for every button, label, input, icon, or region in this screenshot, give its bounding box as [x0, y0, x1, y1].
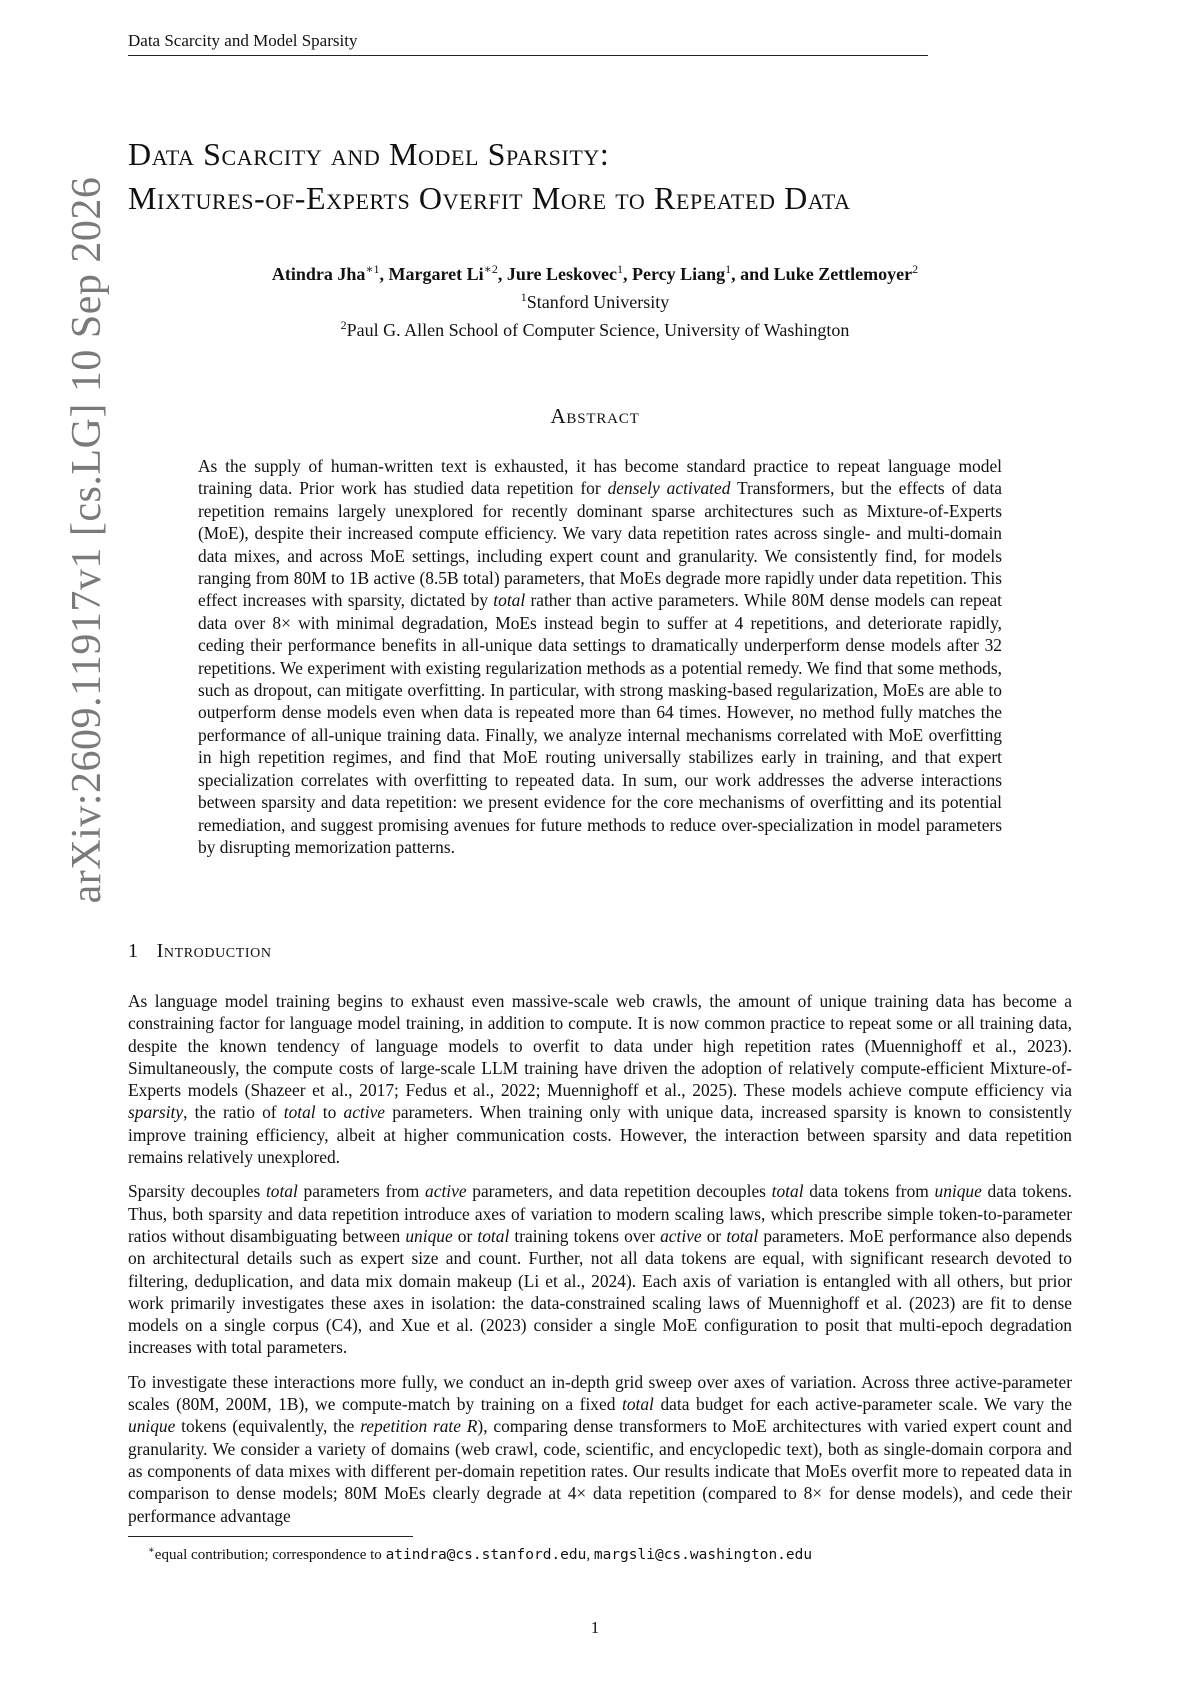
text-run: Transformers, but the effects of data repetition remains largely unexplored for recently dominant sparse architectures such as Mixture-of-Experts (MoE), despite their increased compute efficiency. We vary data repetition rates across single- and multi-domain data mixes, and across MoE settings, including expert count and granularity. We consistently find, for models ranging from 80M to 1B active (8.5B total) parameters, that MoEs degrade more rapidly under data repetition. This effect increases with sparsity, dictated by: [198, 478, 1002, 611]
affiliation-mark: 1: [520, 290, 527, 304]
text-run: tokens (equivalently, the: [175, 1416, 361, 1437]
text-run: ), comparing dense transformers to MoE architectures with varied expert count and granularity. We consider a variety of domains (web crawl, code, scientific, and encyclopedic text), both as single-domain corpora and as components of data mixes with different per-domain repetition rates. Our results indicate that MoEs overfit more to repeated data in comparison to dense models; 80M MoEs clearly degrade at 4× data repetition (compared to 8× for dense models), and cede their performance advantage: [128, 1416, 1072, 1526]
author-name: Margaret Li: [388, 264, 484, 284]
emphasis: active: [660, 1225, 702, 1246]
emphasis: total: [726, 1225, 759, 1246]
author-affiliation-mark: ∗1: [365, 262, 380, 276]
footnote: [148, 1541, 1068, 1565]
footnote-divider: [128, 1536, 413, 1537]
introduction-body: [128, 990, 1072, 1539]
paragraph: [128, 990, 1072, 1168]
paper-title: [128, 132, 1088, 220]
author-name: Atindra Jha: [271, 264, 366, 284]
text-run: or: [701, 1225, 727, 1246]
section-number: 1: [128, 940, 139, 962]
emphasis: active: [343, 1102, 386, 1123]
emphasis: densely activated: [607, 478, 731, 499]
affiliation-name: Stanford University: [526, 292, 670, 312]
emphasis: unique: [405, 1225, 453, 1246]
emphasis: unique: [934, 1181, 982, 1202]
emphasis: repetition rate R: [360, 1416, 478, 1437]
author-name: Percy Liang: [631, 264, 726, 284]
text-run: , the ratio of: [183, 1102, 284, 1123]
footnote-mark: ∗: [148, 1545, 155, 1556]
text-run: To investigate these interactions more fully, we conduct an in-depth grid sweep over axes of variation. Across three active-parameter scales (80M, 200M, 1B), we compute-match by training on a fixed: [128, 1371, 1072, 1415]
emphasis: total: [265, 1181, 298, 1202]
author-affiliation-mark: 1: [725, 262, 732, 276]
text-run: training tokens over: [509, 1225, 661, 1246]
text-run: parameters from: [297, 1181, 426, 1202]
affiliation: [128, 314, 1062, 342]
footnote-text: equal contribution; correspondence to: [154, 1547, 386, 1563]
author-affiliation-mark: ∗2: [483, 262, 498, 276]
paragraph: [128, 1180, 1072, 1358]
arxiv-identifier-sidebar: arXiv:2609.11917v1 [cs.LG] 10 Sep 2026: [64, 176, 110, 904]
emphasis: sparsity: [128, 1102, 184, 1123]
abstract-heading: Abstract: [550, 404, 640, 428]
email-link[interactable]: margsli@cs.washington.edu: [593, 1547, 813, 1563]
author-name: Jure Leskovec: [506, 264, 617, 284]
author-list: [128, 258, 1062, 286]
text-run: data tokens. Thus, both sparsity and data repetition introduce axes of variation to modern scaling laws, which prescribe simple token-to-parameter ratios without disambiguating between: [128, 1181, 1072, 1246]
author-block: [128, 258, 1062, 342]
running-header: Data Scarcity and Model Sparsity: [128, 30, 928, 56]
text-run: data budget for each active-parameter scale. We vary the: [653, 1394, 1072, 1415]
page-number: 1: [590, 1618, 600, 1637]
title-line-2: Mixtures-of-Experts Overfit More to Repeated Data: [128, 180, 851, 216]
text-run: As the supply of human-written text is exhausted, it has become standard practice to repeat language model training data. Prior work has studied data repetition for: [198, 456, 1002, 499]
emphasis: unique: [128, 1416, 176, 1437]
emphasis: total: [771, 1181, 804, 1202]
title-line-1: Data Scarcity and Model Sparsity:: [128, 136, 610, 172]
emphasis: total: [283, 1102, 316, 1123]
text-run: As language model training begins to exhaust even massive-scale web crawls, the amount of unique training data has become a constraining factor for language model training, in addition to compute. It is now common practice to repeat some or all training data, despite the known tendency of language models to overfit to data under high repetition rates (Muennighoff et al., 2023). Simultaneously, the compute costs of large-scale LLM training have driven the adoption of relatively compute-efficient Mixture-of-Experts models (Shazeer et al., 2017; Fedus et al., 2022; Muennighoff et al., 2025). These models achieve compute efficiency via: [128, 991, 1072, 1101]
text-run: to: [315, 1102, 344, 1123]
abstract-text: [198, 455, 1002, 858]
author-separator: ,: [622, 264, 632, 284]
text-run: Sparsity decouples: [128, 1181, 266, 1202]
author-separator: ,: [497, 264, 507, 284]
text-run: or: [452, 1225, 478, 1246]
text-run: parameters. MoE performance also depends on architectural details such as expert size and count. Further, not all data tokens are equal, with significant research devoted to filtering, deduplication, and data mix domain makeup (Li et al., 2024). Each axis of variation is entangled with all others, but prior work primarily investigates these axes in isolation: the data-constrained scaling laws of Muennighoff et al. (2023) are fit to dense models on a single corpus (C4), and Xue et al. (2023) consider a single MoE configuration to posit that multi-epoch degradation increases with total parameters.: [128, 1225, 1073, 1358]
emphasis: active: [425, 1181, 467, 1202]
emphasis: total: [477, 1225, 510, 1246]
author-affiliation-mark: 2: [912, 262, 919, 276]
text-run: parameters, and data repetition decouples: [466, 1181, 772, 1202]
text-run: rather than active parameters. While 80M dense models can repeat data over 8× with minimal degradation, MoEs instead begin to suffer at 4 repetitions, and deteriorate rapidly, ceding their performance benefits in all-unique data settings to dramatically underperform dense models after 32 repetitions. We experiment with existing regularization methods as a potential remedy. We find that some methods, such as dropout, can mitigate overfitting. In particular, with strong masking-based regularization, MoEs are able to outperform dense models even when data is repeated more than 64 times. However, no method fully matches the performance of all-unique training data. Finally, we analyze internal mechanisms correlated with MoE overfitting in high repetition regimes, and find that MoE routing universally stabilizes early in training, and that expert specialization correlates with overfitting to repeated data. In sum, our work addresses the adverse interactions between sparsity and data repetition: we present evidence for the core mechanisms of overfitting and its potential remediation, and suggest promising avenues for future methods to reduce over-specialization in model parameters by disrupting memorization patterns.: [198, 590, 1003, 857]
emphasis: total: [493, 590, 526, 611]
affiliation-mark: 2: [340, 318, 347, 332]
author-separator: ,: [379, 264, 389, 284]
emphasis: total: [621, 1394, 654, 1415]
section-title: Introduction: [156, 940, 272, 962]
affiliation: [128, 286, 1062, 314]
text-run: data tokens from: [803, 1181, 935, 1202]
section-heading-introduction: [128, 940, 272, 963]
paragraph: [128, 1371, 1072, 1527]
affiliation-name: Paul G. Allen School of Computer Science, University of Washington: [346, 320, 850, 340]
footnote-separator: ,: [586, 1547, 594, 1563]
author-affiliation-mark: 1: [616, 262, 623, 276]
text-run: parameters. When training only with unique data, increased sparsity is known to consistently improve training efficiency, albeit at higher communication costs. However, the interaction between sparsity and data repetition remains relatively unexplored.: [128, 1102, 1073, 1168]
author-separator: , and: [731, 264, 774, 284]
email-link[interactable]: atindra@cs.stanford.edu: [385, 1547, 587, 1563]
author-name: Luke Zettlemoyer: [773, 264, 913, 284]
